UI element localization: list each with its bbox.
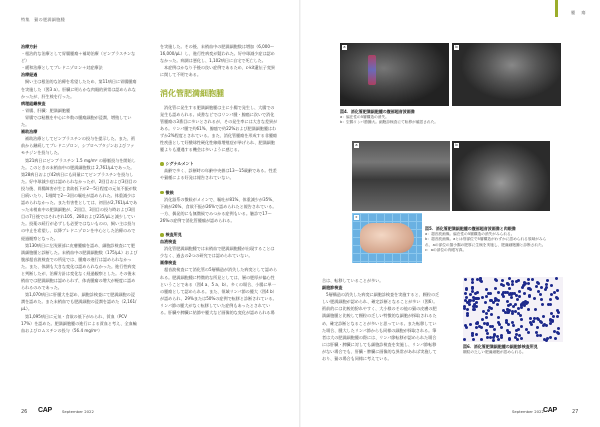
section-intro: 消化管に発生する肥満細胞腫は主に小腸で発生し、大腸での発生も認められる。成書などではリンパ腫・腺癌に次いで消化管腫瘍の3番目に多いとされるが、その発生率には大きな差異がある。リンパ腫で約61%、腺癌で約22%および肥満細胞腫はわずか2%程度とされている。また、消化管腫瘍を形成する非腫瘍性疾患として好酸球性硬化性線維増殖症が挙げられ、肥満細胞腫よりも遭遇する機会は多いように感じる。 xyxy=(160,104,278,153)
figure-4-title: 図4．消化管肥満細胞腫の腹部超音波画像 xyxy=(340,109,415,114)
imaging-text: 超音波検査にて消化管の5層構造が消失した病変として認められる。肥満細胞腫に特徴的な所見としては、層の肥厚が偏心性ということである（図4 a、5 a、b）。多くの場合、小腸に単一の腫瘍として認められる。また、領域リンパ節の腫大（図4 b）が認められ、29%または50%の症例で転移と診断されている。リンパ節の腫大がなく転移していた症例もあったとされている。肝臓や脾臓に結節や腫大など画像的な変化が認められる場 xyxy=(160,267,278,315)
cell-nucleus xyxy=(500,334,503,337)
right-column-text xyxy=(322,277,440,397)
cell-nucleus xyxy=(537,290,540,293)
cell-nucleus xyxy=(508,277,511,280)
cell-nucleus xyxy=(481,318,484,321)
cell-nucleus xyxy=(540,298,543,301)
cell-nucleus xyxy=(512,305,515,308)
cell-nucleus xyxy=(518,290,521,293)
caption-line: c：aの部位の肉眼写真。 xyxy=(425,248,467,252)
subheading-blood-test: 血液検査 xyxy=(160,239,177,245)
cell-nucleus xyxy=(512,324,515,327)
cell-nucleus xyxy=(527,278,530,281)
cell-nucleus xyxy=(534,308,537,311)
text-line: 合は、転移していることが多い。 xyxy=(322,278,384,283)
section-title: 消化管肥満細胞腫 xyxy=(160,88,224,99)
bullet-dot-icon xyxy=(160,162,164,166)
cell-nucleus xyxy=(511,283,514,286)
cell-nucleus xyxy=(547,303,550,306)
paragraph: 第1,070病日に肝腫大を認め、細胞診検査にて肥満細胞の浸潤を認めた。また末梢血でも肥満細胞の浸潤を認めた（2,161/μL）。 xyxy=(21,292,137,312)
paragraph: 第21病日にビンブラスチン 1.5 mg/m² の静脈投与を開始した。このときの末梢血中の肥満細胞数は 2,761/μLであった。第28病日および42病日にも同量にてビンブラスチンを投与した。好中球減少症は認められなかったが、2回目および3回目の投与後、胃腸障害が生じ食欲低下が2〜5日程度の元気不振が数日続いたり、1週間で2〜3回の嘔吐が認められた。体重減少は認められなかった。また有害性としては、初回が2,761/μLであった末梢血中の肥満細胞が、2回目、3回目の投与時および3回目の7日後ではそれぞれ105、280および235/μLと減少していた。投薬の続行が必ずしも必要ではないものの、飼い主は投与の中止を希望し、以降プレドニゾロンを中心とした治療のみで経過観察となった。 xyxy=(21,157,138,241)
cell-nucleus xyxy=(519,314,522,317)
cell-nucleus xyxy=(541,303,544,306)
cell-nucleus xyxy=(535,285,538,288)
caption-line: 顆粒の乏しい肥満細胞が認められる。 xyxy=(463,349,526,354)
figure-4-caption xyxy=(340,109,560,126)
issue-date-left: September 2022 xyxy=(62,409,94,414)
cell-nucleus xyxy=(508,338,511,341)
cell-nucleus xyxy=(480,326,483,329)
cell-nucleus xyxy=(539,293,542,296)
cell-nucleus xyxy=(501,279,504,282)
cell-nucleus xyxy=(557,327,560,330)
cell-nucleus xyxy=(464,278,467,281)
subheading: 補助治療 xyxy=(21,129,38,135)
cell-nucleus xyxy=(554,337,557,340)
bullet-dot-icon xyxy=(160,191,164,195)
cell-nucleus xyxy=(556,309,559,312)
text-line: を実施した。その後、末梢血中の肥満細胞数は増加（6,000〜16,000/μL）し、進行性病変が疑われた。好中球減少症は認めなかった。病調は悪化し、1,102病日に自宅で死亡した。 xyxy=(160,44,275,64)
cell-nucleus xyxy=(485,316,488,319)
cell-nucleus xyxy=(497,321,500,324)
figure-5-caption xyxy=(425,226,553,254)
subheading-imaging: 画像検査 xyxy=(160,260,177,266)
cell-nucleus xyxy=(500,326,503,329)
cap-logo-left: CAP xyxy=(38,407,52,414)
cell-nucleus xyxy=(508,293,511,296)
cell-nucleus xyxy=(497,338,500,341)
subheading: 細胞診検査 xyxy=(322,285,343,291)
text-line: ・緩和治療としてプレドニゾロン＋対症療法 xyxy=(21,65,103,71)
tissue-specimen xyxy=(360,223,414,253)
cell-nucleus xyxy=(497,291,500,294)
cell-nucleus xyxy=(476,321,479,324)
cell-nucleus xyxy=(489,325,492,328)
cell-nucleus xyxy=(465,288,468,291)
running-head: 特集 猫の肥満細胞腫 xyxy=(21,17,65,22)
cell-nucleus xyxy=(520,337,523,340)
cell-nucleus xyxy=(542,315,545,318)
cell-nucleus xyxy=(480,338,483,341)
cell-nucleus xyxy=(527,331,530,334)
cell-nucleus xyxy=(475,326,478,329)
cell-nucleus xyxy=(476,278,479,281)
cell-nucleus xyxy=(471,286,474,289)
paragraph: 本症例はかなり予後の良い症例であるため、c-kit遺伝子変異に関して不明である。 xyxy=(160,65,276,78)
figure-5a-ultrasound xyxy=(352,141,450,211)
cell-nucleus xyxy=(545,324,548,327)
cell-nucleus xyxy=(476,291,479,294)
cell-nucleus xyxy=(471,332,474,335)
cell-nucleus xyxy=(495,279,498,282)
cell-nucleus xyxy=(510,296,513,299)
cell-nucleus xyxy=(546,279,549,282)
cell-nucleus xyxy=(518,334,521,337)
cell-nucleus xyxy=(475,333,478,336)
cell-nucleus xyxy=(525,302,528,305)
cell-nucleus xyxy=(552,315,555,318)
cell-nucleus xyxy=(520,325,523,328)
cell-nucleus xyxy=(540,286,543,289)
cell-nucleus xyxy=(494,287,497,290)
cell-nucleus xyxy=(527,282,530,285)
cell-nucleus xyxy=(472,338,475,341)
cell-nucleus xyxy=(556,315,559,318)
cell-nucleus xyxy=(471,281,474,284)
cell-nucleus xyxy=(484,301,487,304)
cap-logo-right: CAP xyxy=(543,407,557,414)
caption-line: b：空腸リンパ節腫大。細胞診検査にて転移が確認された。 xyxy=(340,120,438,124)
figure-label: a xyxy=(355,143,358,147)
page-number-right: 27 xyxy=(572,409,579,415)
cell-nucleus xyxy=(550,284,553,287)
cell-nucleus xyxy=(539,320,542,323)
cell-nucleus xyxy=(523,292,526,295)
cell-nucleus xyxy=(550,293,553,296)
figure-6-caption xyxy=(463,344,573,355)
cell-nucleus xyxy=(532,320,535,323)
section-bar xyxy=(555,0,558,17)
paragraph: 第1,095病日に元気・食欲の低下がみられ、貧血（PCV 17%）を認めた。肥満細胞腫の進行による貧血と考え、全血輸血およびロムスチンの投与（56.4 mg/m²） xyxy=(21,313,137,333)
cell-nucleus xyxy=(468,299,471,302)
cell-nucleus xyxy=(486,332,489,335)
subheading: 治療経過 xyxy=(21,72,38,78)
cell-nucleus xyxy=(520,318,523,321)
cell-nucleus xyxy=(476,297,479,300)
subheading: 治療方針 xyxy=(21,44,38,49)
cell-nucleus xyxy=(501,293,504,296)
right-page xyxy=(300,0,600,427)
figure-label: b xyxy=(455,143,458,147)
cell-nucleus xyxy=(557,332,560,335)
section-tag: 腫 瘍 xyxy=(571,10,587,15)
paragraph: 補助治療としてビンブラスチンの投与を提示した。また、術前から継続してプレドニゾロン、シプロヘプタジンおよびファモチジンを投与した。 xyxy=(21,136,136,156)
cell-nucleus xyxy=(504,291,507,294)
subheading: 病理組織検査 xyxy=(21,100,46,106)
cell-nucleus xyxy=(549,298,552,301)
cell-nucleus xyxy=(497,316,500,319)
cell-nucleus xyxy=(493,328,496,331)
cell-nucleus xyxy=(463,338,466,341)
cell-nucleus xyxy=(555,296,558,299)
figure-4a-ultrasound xyxy=(340,43,449,106)
cell-nucleus xyxy=(465,326,468,329)
cell-nucleus xyxy=(542,324,545,327)
cell-nucleus xyxy=(516,338,519,341)
figure-label: c xyxy=(355,215,358,219)
cell-nucleus xyxy=(485,288,488,291)
cell-nucleus xyxy=(528,295,531,298)
cell-nucleus xyxy=(494,297,497,300)
bullet-heading-signalment: シグナルメント xyxy=(160,160,278,167)
page-number-left: 26 xyxy=(21,409,28,415)
signs-text: 消化器系の徴候がメインで、嘔吐が81%、体重減少が35%、下痢が26%、食欲不振が26%で認められたと報告されている。一方、偶発的にも無徴候でみつかる症例もいる。触診で17〜26%の症例で消化管腫瘤が認められる。 xyxy=(160,196,277,223)
cell-nucleus xyxy=(469,293,472,296)
paragraph: 胃腸では粘膜を中心に多数の腫瘍細胞が浸潤、増殖していた。 xyxy=(21,114,132,128)
cell-nucleus xyxy=(549,318,552,321)
cell-nucleus xyxy=(508,331,511,334)
cell-nucleus xyxy=(544,288,547,291)
cell-nucleus xyxy=(472,308,475,311)
cell-nucleus xyxy=(531,278,534,281)
bullet-heading-findings: 検査所見 xyxy=(160,231,278,238)
cell-nucleus xyxy=(492,339,495,342)
bullet-dot-icon xyxy=(160,233,164,237)
cell-nucleus xyxy=(502,309,505,312)
cell-nucleus xyxy=(537,282,540,285)
cell-nucleus xyxy=(536,326,539,329)
cell-nucleus xyxy=(500,283,503,286)
cell-nucleus xyxy=(522,284,525,287)
signalment-text: 高齢で多く、診断時の年齢中央値は13〜15歳齢である。性差や猫種による好発は報告されていない。 xyxy=(160,168,277,181)
caption-line: b：超音波画像。aとは別部位で5層構造がわずかに認められる領域がみられ、aの部位の猫小腸の肥厚に生検を実施し、肥満細胞腫と診断された。 xyxy=(425,237,547,247)
cell-nucleus xyxy=(492,301,495,304)
cell-nucleus xyxy=(549,336,552,339)
figure-5b-ultrasound xyxy=(452,141,550,211)
issue-date-right: September 2022 xyxy=(512,409,544,414)
cell-nucleus xyxy=(514,336,517,339)
cell-nucleus xyxy=(469,323,472,326)
cell-nucleus xyxy=(505,321,508,324)
cell-nucleus xyxy=(536,334,539,337)
blood-test-text: 消化管肥満細胞腫では末梢血で肥満細胞腫が出現することは少なく、過去の2つの研究では認められていない。 xyxy=(160,246,275,259)
left-column-2 xyxy=(160,43,278,403)
cell-nucleus xyxy=(485,329,488,332)
cell-nucleus xyxy=(515,280,518,283)
cell-nucleus xyxy=(533,297,536,300)
cell-nucleus xyxy=(517,328,520,331)
cell-nucleus xyxy=(481,296,484,299)
figure-label: b xyxy=(455,45,458,49)
cell-nucleus xyxy=(514,310,517,313)
cell-nucleus xyxy=(490,313,493,316)
cell-nucleus xyxy=(466,312,469,315)
cell-nucleus xyxy=(518,295,521,298)
cell-nucleus xyxy=(496,303,499,306)
cell-nucleus xyxy=(556,289,559,292)
figure-5c-gross-specimen xyxy=(352,213,422,263)
caption-line: a：超音波画像。偏在性の5層構造の消失がみられる。 xyxy=(425,231,515,236)
cell-nucleus xyxy=(539,334,542,337)
cell-nucleus xyxy=(471,334,474,337)
text-line: ・根治的な治療として胃腸腫瘍＋補助治療（ビンブラスチンなど） xyxy=(21,51,136,64)
left-column-1 xyxy=(21,43,138,398)
figure-5-title: 図5．消化管肥満細胞腫の腹部超音波画像と肉眼像 xyxy=(425,226,516,231)
cell-nucleus xyxy=(529,288,532,291)
cell-nucleus xyxy=(536,317,539,320)
figure-6-title: 図6．消化管肥満細胞腫の細胞診検査所見 xyxy=(463,344,538,349)
cell-nucleus xyxy=(466,308,469,311)
paragraph: 第130病日に左浅頸部に皮膚腫瘤を認め、細胞診検査にて肥満細胞腫と診断した。末梢血中の肥満細胞数（175/μL）および腹部超音波検査での所見では、腫瘍の進行は認められなかった。また、体調も大きな変化は認められなかった。進行性病変と判断したが、治療方針は変化なく経過観察とした。その後末梢血では肥満細胞は認められず、体表腫瘤の増大が軽度に認められるのみであった。 xyxy=(21,242,138,291)
doppler-signal xyxy=(368,55,376,85)
cell-nucleus xyxy=(555,277,558,280)
text-line: ・胃腸、肝臓：肥満細胞腫 xyxy=(21,107,71,113)
cell-nucleus xyxy=(508,287,511,290)
cell-nucleus xyxy=(553,291,556,294)
cell-nucleus xyxy=(485,312,488,315)
figure-label: a xyxy=(343,45,346,49)
paragraph: 5層構造の消失した病変に細胞診検査を実施すると、顆粒の乏しい肥満細胞が認められ、確定診断となることが多い（図6）。術前的には比較的紛れやすく、大小様のその他の猫の皮膚の肥満細胞腫と比較して顆粒の乏しい特徴的な細胞が採取されるため、確定診断となることが多いと思っている。また転移していた場合、腫大したリンパ節からも同様の細胞が採取される。筆者は大の肥満細胞腫の際には、リンパ節転移が認められた場合には肝臓・脾臓に対しても細胞診検査を実施し、リンパ節転移がない場合でも、肝臓・脾臓に画像的な異常があれば実施しており、猫の場合も同様に考えている。 xyxy=(322,292,440,362)
cell-nucleus xyxy=(464,292,467,295)
cell-nucleus xyxy=(485,295,488,298)
cell-nucleus xyxy=(527,308,530,311)
bullet-heading-signs: 徴候 xyxy=(160,189,278,196)
caption-line: a：偏在性の5層構造の消失。 xyxy=(340,114,389,119)
figure-4b-ultrasound xyxy=(452,43,561,106)
paragraph: 飼い主は根治的な治療を希望したため、第11病日に胃腸腫瘍を実施した（図3 a）。肝臓に明らかな肉眼的異常は認められなかったが、肝生検を行った。 xyxy=(21,79,137,99)
cell-nucleus xyxy=(506,300,509,303)
cell-nucleus xyxy=(545,283,548,286)
figure-6-cytology xyxy=(463,277,563,342)
cell-nucleus xyxy=(483,322,486,325)
